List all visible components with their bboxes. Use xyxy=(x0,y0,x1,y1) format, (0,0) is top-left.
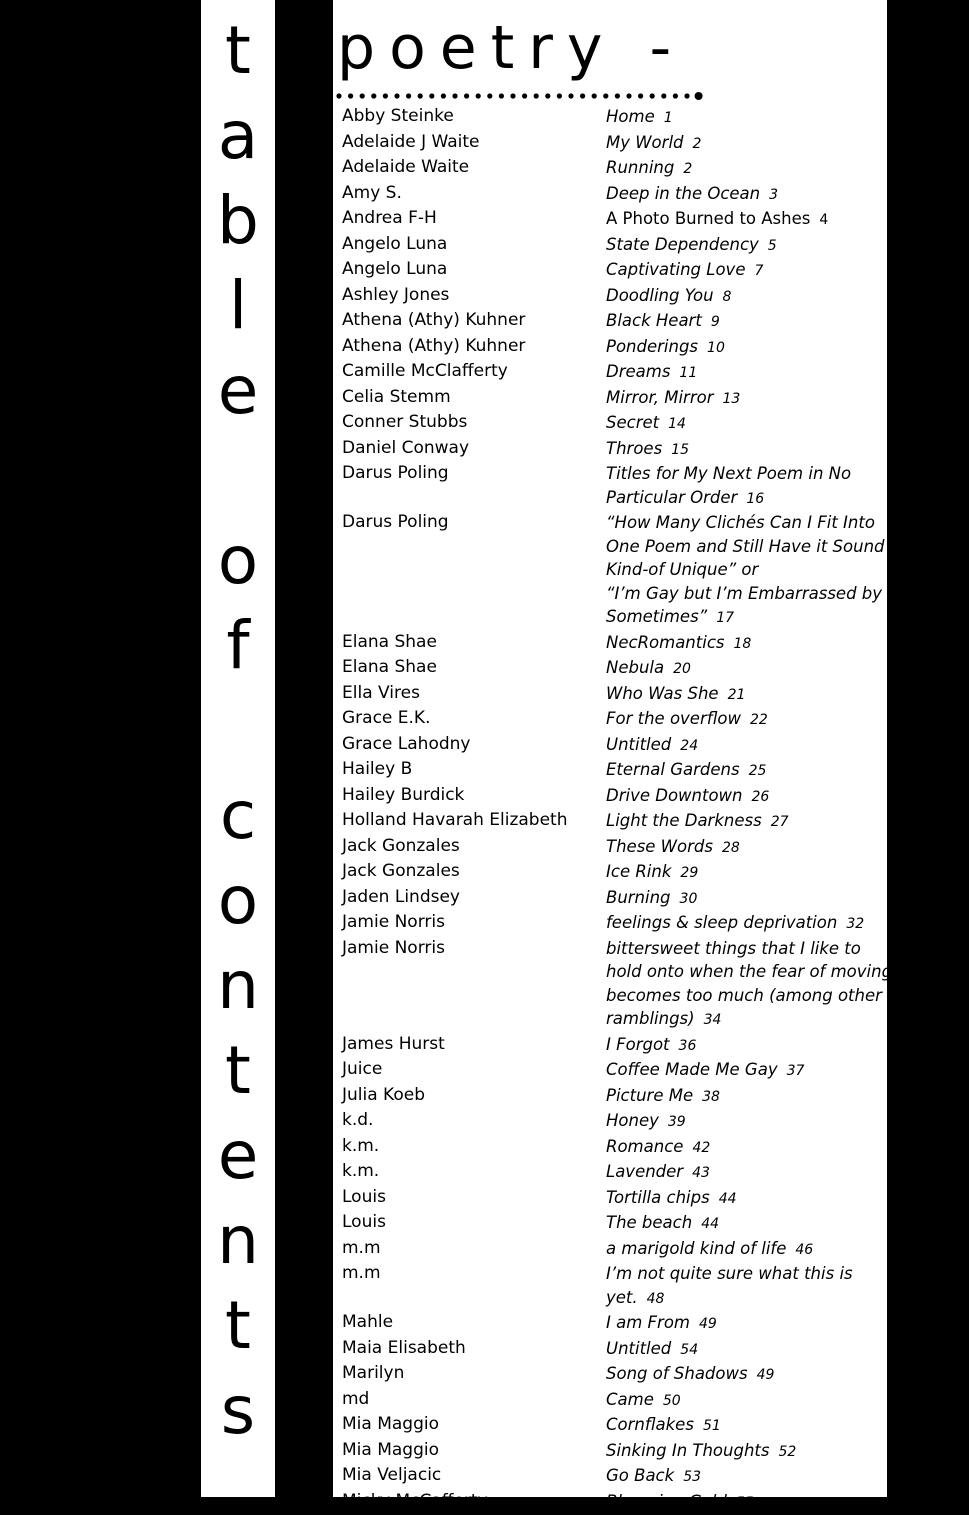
vertical-title-letter: t xyxy=(201,18,275,84)
list-item xyxy=(342,809,887,835)
entry-title-line: bittersweet things that I like to xyxy=(606,937,887,961)
entry-title xyxy=(606,1439,887,1465)
list-item xyxy=(342,835,887,861)
entry-author: k.d. xyxy=(342,1109,606,1135)
entry-title xyxy=(606,511,887,631)
entry-title-text: Captivating Love xyxy=(606,260,745,279)
entry-author: Elana Shae xyxy=(342,656,606,682)
entry-title-text: Go Back xyxy=(606,1466,674,1485)
entry-author: Abby Steinke xyxy=(342,105,606,131)
entry-page-number: 25 xyxy=(749,763,767,779)
entry-author: Mia Veljacic xyxy=(342,1464,606,1490)
contents-list xyxy=(342,105,887,1515)
list-item xyxy=(342,860,887,886)
entry-author: Grace E.K. xyxy=(342,707,606,733)
entry-title xyxy=(606,462,887,511)
entry-title xyxy=(606,911,887,937)
entry-title xyxy=(606,886,887,912)
entry-title-text: Drive Downtown xyxy=(606,786,743,805)
entry-title xyxy=(606,835,887,861)
entry-title xyxy=(606,1211,887,1237)
entry-author: Daniel Conway xyxy=(342,437,606,463)
entry-title xyxy=(606,411,887,437)
list-item xyxy=(342,1439,887,1465)
entry-title xyxy=(606,1160,887,1186)
entry-title xyxy=(606,1109,887,1135)
entry-page-number: 5 xyxy=(768,238,777,254)
entry-title-line: ramblings) xyxy=(606,1009,695,1028)
list-item xyxy=(342,156,887,182)
vertical-title-letter: t xyxy=(201,1038,275,1104)
divider-dot xyxy=(522,93,527,98)
list-item xyxy=(342,105,887,131)
entry-title xyxy=(606,156,887,182)
entry-title-text: A Photo Burned to Ashes xyxy=(606,209,810,228)
vertical-title-letter: t xyxy=(201,1293,275,1359)
entry-page-number: 21 xyxy=(728,687,746,703)
entry-page-number: 14 xyxy=(668,416,686,432)
divider-dot xyxy=(464,93,469,98)
list-item xyxy=(342,1490,887,1515)
entry-title xyxy=(606,1262,887,1311)
divider-dot xyxy=(626,93,631,98)
list-item xyxy=(342,131,887,157)
divider-dot xyxy=(615,93,620,98)
entry-title xyxy=(606,937,887,1033)
entry-author: Julia Koeb xyxy=(342,1084,606,1110)
entry-author: Hailey B xyxy=(342,758,606,784)
divider-dot xyxy=(348,93,353,98)
entry-author: Jamie Norris xyxy=(342,911,606,937)
vertical-title-letter: l xyxy=(201,273,275,339)
entry-title-text: Cornflakes xyxy=(606,1415,694,1434)
entry-page-number: 9 xyxy=(711,314,720,330)
entry-title-line: hold onto when the fear of moving xyxy=(606,960,887,984)
divider-dot xyxy=(452,93,457,98)
entry-title xyxy=(606,1084,887,1110)
entry-author: Jaden Lindsey xyxy=(342,886,606,912)
entry-title xyxy=(606,233,887,259)
entry-author: Louis xyxy=(342,1186,606,1212)
entry-title-text: Black Heart xyxy=(606,311,702,330)
vertical-title-letter: c xyxy=(201,783,275,849)
divider-dot xyxy=(638,93,643,98)
list-item xyxy=(342,784,887,810)
entry-title-text: Deep in the Ocean xyxy=(606,184,760,203)
entry-page-number: 1 xyxy=(664,110,673,126)
entry-title xyxy=(606,707,887,733)
list-item xyxy=(342,1186,887,1212)
divider-dot xyxy=(441,93,446,98)
entry-page-number: 38 xyxy=(702,1089,720,1105)
entry-page-number: 55 xyxy=(736,1495,754,1511)
entry-author: Grace Lahodny xyxy=(342,733,606,759)
vertical-title-letter: e xyxy=(201,358,275,424)
vertical-title-letter: f xyxy=(201,613,275,679)
entry-author: Ashley Jones xyxy=(342,284,606,310)
entry-page-number: 7 xyxy=(754,263,763,279)
entry-title-text: Came xyxy=(606,1390,654,1409)
entry-title-text: Coffee Made Me Gay xyxy=(606,1060,778,1079)
entry-author: Adelaide Waite xyxy=(342,156,606,182)
entry-title xyxy=(606,1490,887,1515)
vertical-title-letter: n xyxy=(201,953,275,1019)
divider-dot xyxy=(499,93,504,98)
entry-title xyxy=(606,131,887,157)
divider-dot xyxy=(371,93,376,98)
entry-title-text: Untitled xyxy=(606,735,671,754)
entry-author: Angelo Luna xyxy=(342,233,606,259)
entry-title xyxy=(606,1033,887,1059)
list-item xyxy=(342,1362,887,1388)
dotted-divider xyxy=(336,91,708,101)
entry-title-line: Particular Order xyxy=(606,488,737,507)
divider-dot xyxy=(383,93,388,98)
entry-title xyxy=(606,1237,887,1263)
list-item xyxy=(342,886,887,912)
entry-page-number: 51 xyxy=(703,1418,721,1434)
entry-page-number: 28 xyxy=(722,840,740,856)
entry-page-number: 42 xyxy=(692,1140,710,1156)
entry-page-number: 44 xyxy=(701,1216,719,1232)
entry-title xyxy=(606,1388,887,1414)
entry-title-line: I’m not quite sure what this is xyxy=(606,1262,887,1286)
entry-page-number: 32 xyxy=(846,916,864,932)
entry-page-number: 18 xyxy=(734,636,752,652)
entry-page-number: 48 xyxy=(647,1291,665,1307)
entry-title-text: Romance xyxy=(606,1137,683,1156)
entry-title-text: Sinking In Thoughts xyxy=(606,1441,770,1460)
entry-author: Juice xyxy=(342,1058,606,1084)
entry-author: Maia Elisabeth xyxy=(342,1337,606,1363)
entry-author: Micky McCafferty xyxy=(342,1490,606,1515)
list-item xyxy=(342,386,887,412)
entry-author: Mahle xyxy=(342,1311,606,1337)
entry-title xyxy=(606,437,887,463)
entry-title-text: Eternal Gardens xyxy=(606,760,740,779)
list-item xyxy=(342,335,887,361)
entry-title-text: Picture Me xyxy=(606,1086,693,1105)
entry-title-text: Honey xyxy=(606,1111,659,1130)
entry-title-text: For the overflow xyxy=(606,709,741,728)
list-item xyxy=(342,207,887,233)
entry-page-number: 3 xyxy=(769,187,778,203)
vertical-title xyxy=(201,0,275,1497)
entry-title-text: I Forgot xyxy=(606,1035,670,1054)
entry-author: Louis xyxy=(342,1211,606,1237)
entry-title-text: Burning xyxy=(606,888,671,907)
entry-title-text: Secret xyxy=(606,413,659,432)
entry-page-number: 4 xyxy=(819,212,828,228)
entry-author: Camille McClafferty xyxy=(342,360,606,386)
entry-page-number: 22 xyxy=(750,712,768,728)
divider-dot xyxy=(557,93,562,98)
divider-dot xyxy=(360,93,365,98)
entry-author: Adelaide J Waite xyxy=(342,131,606,157)
entry-title-text: Ponderings xyxy=(606,337,698,356)
entry-author: Elana Shae xyxy=(342,631,606,657)
entry-title xyxy=(606,809,887,835)
entry-page-number: 27 xyxy=(771,814,789,830)
entry-title-line: Sometimes” xyxy=(606,607,707,626)
list-item xyxy=(342,258,887,284)
entry-title-text: Throes xyxy=(606,439,662,458)
entry-page-number: 24 xyxy=(680,738,698,754)
entry-author: Jamie Norris xyxy=(342,937,606,1033)
entry-page-number: 20 xyxy=(673,661,691,677)
entry-page-number: 46 xyxy=(795,1242,813,1258)
entry-author: Marilyn xyxy=(342,1362,606,1388)
divider-dot xyxy=(568,93,573,98)
entry-title xyxy=(606,1058,887,1084)
vertical-title-letter: n xyxy=(201,1208,275,1274)
entry-title xyxy=(606,1135,887,1161)
divider-dot xyxy=(429,93,434,98)
entry-page-number: 15 xyxy=(671,442,689,458)
entry-author: Athena (Athy) Kuhner xyxy=(342,309,606,335)
list-item xyxy=(342,233,887,259)
divider-dot xyxy=(684,93,689,98)
entry-title xyxy=(606,284,887,310)
entry-author: k.m. xyxy=(342,1160,606,1186)
list-item xyxy=(342,462,887,511)
entry-author: Angelo Luna xyxy=(342,258,606,284)
entry-title-text: Mirror, Mirror xyxy=(606,388,714,407)
divider-dot xyxy=(673,93,678,98)
entry-page-number: 54 xyxy=(680,1342,698,1358)
entry-title-text: State Dependency xyxy=(606,235,759,254)
list-item xyxy=(342,1084,887,1110)
list-item xyxy=(342,437,887,463)
entry-title-text: Who Was She xyxy=(606,684,719,703)
list-item xyxy=(342,758,887,784)
entry-author: Celia Stemm xyxy=(342,386,606,412)
entry-author: James Hurst xyxy=(342,1033,606,1059)
entry-title xyxy=(606,386,887,412)
divider-dot xyxy=(406,93,411,98)
entry-title xyxy=(606,182,887,208)
entry-title-line: “How Many Clichés Can I Fit Into xyxy=(606,511,887,535)
list-item xyxy=(342,284,887,310)
entry-title-line: One Poem and Still Have it Sound xyxy=(606,535,887,559)
divider-dot xyxy=(650,93,655,98)
entry-title xyxy=(606,1186,887,1212)
list-item xyxy=(342,1211,887,1237)
vertical-title-letter: o xyxy=(201,868,275,934)
list-item xyxy=(342,911,887,937)
entry-title-line: yet. xyxy=(606,1288,638,1307)
entry-page-number: 53 xyxy=(683,1469,701,1485)
entry-page-number: 49 xyxy=(757,1367,775,1383)
entry-title xyxy=(606,631,887,657)
entry-author: Holland Havarah Elizabeth xyxy=(342,809,606,835)
divider-dot xyxy=(661,93,666,98)
list-item xyxy=(342,1413,887,1439)
entry-author: Jack Gonzales xyxy=(342,860,606,886)
entry-title-text: Running xyxy=(606,158,674,177)
entry-title-text: a marigold kind of life xyxy=(606,1239,786,1258)
entry-author: m.m xyxy=(342,1262,606,1311)
entry-page-number: 29 xyxy=(680,865,698,881)
divider-dot xyxy=(476,93,481,98)
entry-page-number: 10 xyxy=(707,340,725,356)
list-item xyxy=(342,182,887,208)
entry-page-number: 30 xyxy=(680,891,698,907)
entry-title xyxy=(606,207,887,233)
entry-title-text: Home xyxy=(606,107,655,126)
entry-page-number: 50 xyxy=(663,1393,681,1409)
entry-page-number: 49 xyxy=(699,1316,717,1332)
list-item xyxy=(342,1311,887,1337)
entry-title-text: Nebula xyxy=(606,658,664,677)
entry-title-text: Light the Darkness xyxy=(606,811,762,830)
entry-page-number: 2 xyxy=(683,161,692,177)
entry-author: Jack Gonzales xyxy=(342,835,606,861)
list-item xyxy=(342,1058,887,1084)
divider-dot xyxy=(603,93,608,98)
entry-author: Ella Vires xyxy=(342,682,606,708)
list-item xyxy=(342,411,887,437)
entry-title xyxy=(606,1337,887,1363)
list-item xyxy=(342,1135,887,1161)
divider-dot xyxy=(592,93,597,98)
entry-author: Darus Poling xyxy=(342,511,606,631)
entry-title-text: Ice Rink xyxy=(606,862,671,881)
entry-author: Mia Maggio xyxy=(342,1413,606,1439)
entry-title-text: Blooming Gold xyxy=(606,1492,727,1511)
entry-title-text: The beach xyxy=(606,1213,692,1232)
entry-title-text: Dreams xyxy=(606,362,670,381)
entry-author: Mia Maggio xyxy=(342,1439,606,1465)
entry-title xyxy=(606,1464,887,1490)
entry-title xyxy=(606,1311,887,1337)
entry-title-text: I am From xyxy=(606,1313,690,1332)
entry-title-text: Doodling You xyxy=(606,286,714,305)
entry-author: Conner Stubbs xyxy=(342,411,606,437)
divider-dot xyxy=(580,93,585,98)
entry-page-number: 2 xyxy=(693,136,702,152)
entry-title xyxy=(606,258,887,284)
entry-author: Amy S. xyxy=(342,182,606,208)
list-item xyxy=(342,309,887,335)
entry-title xyxy=(606,360,887,386)
entry-title-text: My World xyxy=(606,133,684,152)
list-item xyxy=(342,1464,887,1490)
entry-title xyxy=(606,1362,887,1388)
entry-title-text: feelings & sleep deprivation xyxy=(606,913,837,932)
entry-title-line: Kind-of Unique” or xyxy=(606,558,887,582)
entry-title-text: Song of Shadows xyxy=(606,1364,748,1383)
entry-title-text: These Words xyxy=(606,837,713,856)
list-item xyxy=(342,733,887,759)
divider-dot xyxy=(487,93,492,98)
list-item xyxy=(342,1109,887,1135)
entry-author: Andrea F-H xyxy=(342,207,606,233)
divider-dot xyxy=(510,93,515,98)
entry-author: k.m. xyxy=(342,1135,606,1161)
divider-dot xyxy=(418,93,423,98)
entry-title xyxy=(606,733,887,759)
divider-dot xyxy=(695,92,703,100)
list-item xyxy=(342,631,887,657)
entry-page-number: 39 xyxy=(668,1114,686,1130)
entry-title-text: Tortilla chips xyxy=(606,1188,710,1207)
entry-title-line: becomes too much (among other xyxy=(606,984,887,1008)
entry-page-number: 36 xyxy=(679,1038,697,1054)
list-item xyxy=(342,1160,887,1186)
list-item xyxy=(342,511,887,631)
list-item xyxy=(342,1337,887,1363)
entry-author: Athena (Athy) Kuhner xyxy=(342,335,606,361)
divider-dot xyxy=(336,93,341,98)
list-item xyxy=(342,656,887,682)
list-item xyxy=(342,1388,887,1414)
entry-author: Hailey Burdick xyxy=(342,784,606,810)
list-item xyxy=(342,1033,887,1059)
entry-title-text: Untitled xyxy=(606,1339,671,1358)
entry-title xyxy=(606,860,887,886)
entry-title-text: NecRomantics xyxy=(606,633,725,652)
list-item xyxy=(342,682,887,708)
entry-page-number: 37 xyxy=(787,1063,805,1079)
entry-author: Darus Poling xyxy=(342,462,606,511)
list-item xyxy=(342,937,887,1033)
entry-page-number: 26 xyxy=(752,789,770,805)
entry-title-text: Lavender xyxy=(606,1162,683,1181)
entry-author: m.m xyxy=(342,1237,606,1263)
entry-page-number: 34 xyxy=(704,1012,722,1028)
entry-page-number: 8 xyxy=(723,289,732,305)
entry-title xyxy=(606,335,887,361)
list-item xyxy=(342,1262,887,1311)
entry-page-number: 16 xyxy=(746,491,764,507)
entry-title xyxy=(606,1413,887,1439)
entry-author: md xyxy=(342,1388,606,1414)
divider-dot xyxy=(394,93,399,98)
list-item xyxy=(342,360,887,386)
entry-page-number: 44 xyxy=(719,1191,737,1207)
vertical-title-letter: e xyxy=(201,1123,275,1189)
entry-page-number: 43 xyxy=(692,1165,710,1181)
list-item xyxy=(342,707,887,733)
entry-title xyxy=(606,105,887,131)
vertical-title-letter: o xyxy=(201,528,275,594)
entry-title xyxy=(606,682,887,708)
page-title: poetry - xyxy=(337,18,685,78)
entry-title xyxy=(606,784,887,810)
entry-title-line: “I’m Gay but I’m Embarrassed by It xyxy=(606,582,887,606)
divider-dot xyxy=(534,93,539,98)
entry-page-number: 17 xyxy=(716,610,734,626)
vertical-title-letter: s xyxy=(201,1378,275,1444)
entry-title xyxy=(606,656,887,682)
entry-page-number: 11 xyxy=(679,365,697,381)
divider-dot xyxy=(545,93,550,98)
entry-title xyxy=(606,309,887,335)
entry-title xyxy=(606,758,887,784)
entry-title-line: Titles for My Next Poem in No xyxy=(606,462,887,486)
vertical-title-letter: b xyxy=(201,188,275,254)
vertical-title-letter: a xyxy=(201,103,275,169)
entry-page-number: 13 xyxy=(723,391,741,407)
list-item xyxy=(342,1237,887,1263)
entry-page-number: 52 xyxy=(779,1444,797,1460)
